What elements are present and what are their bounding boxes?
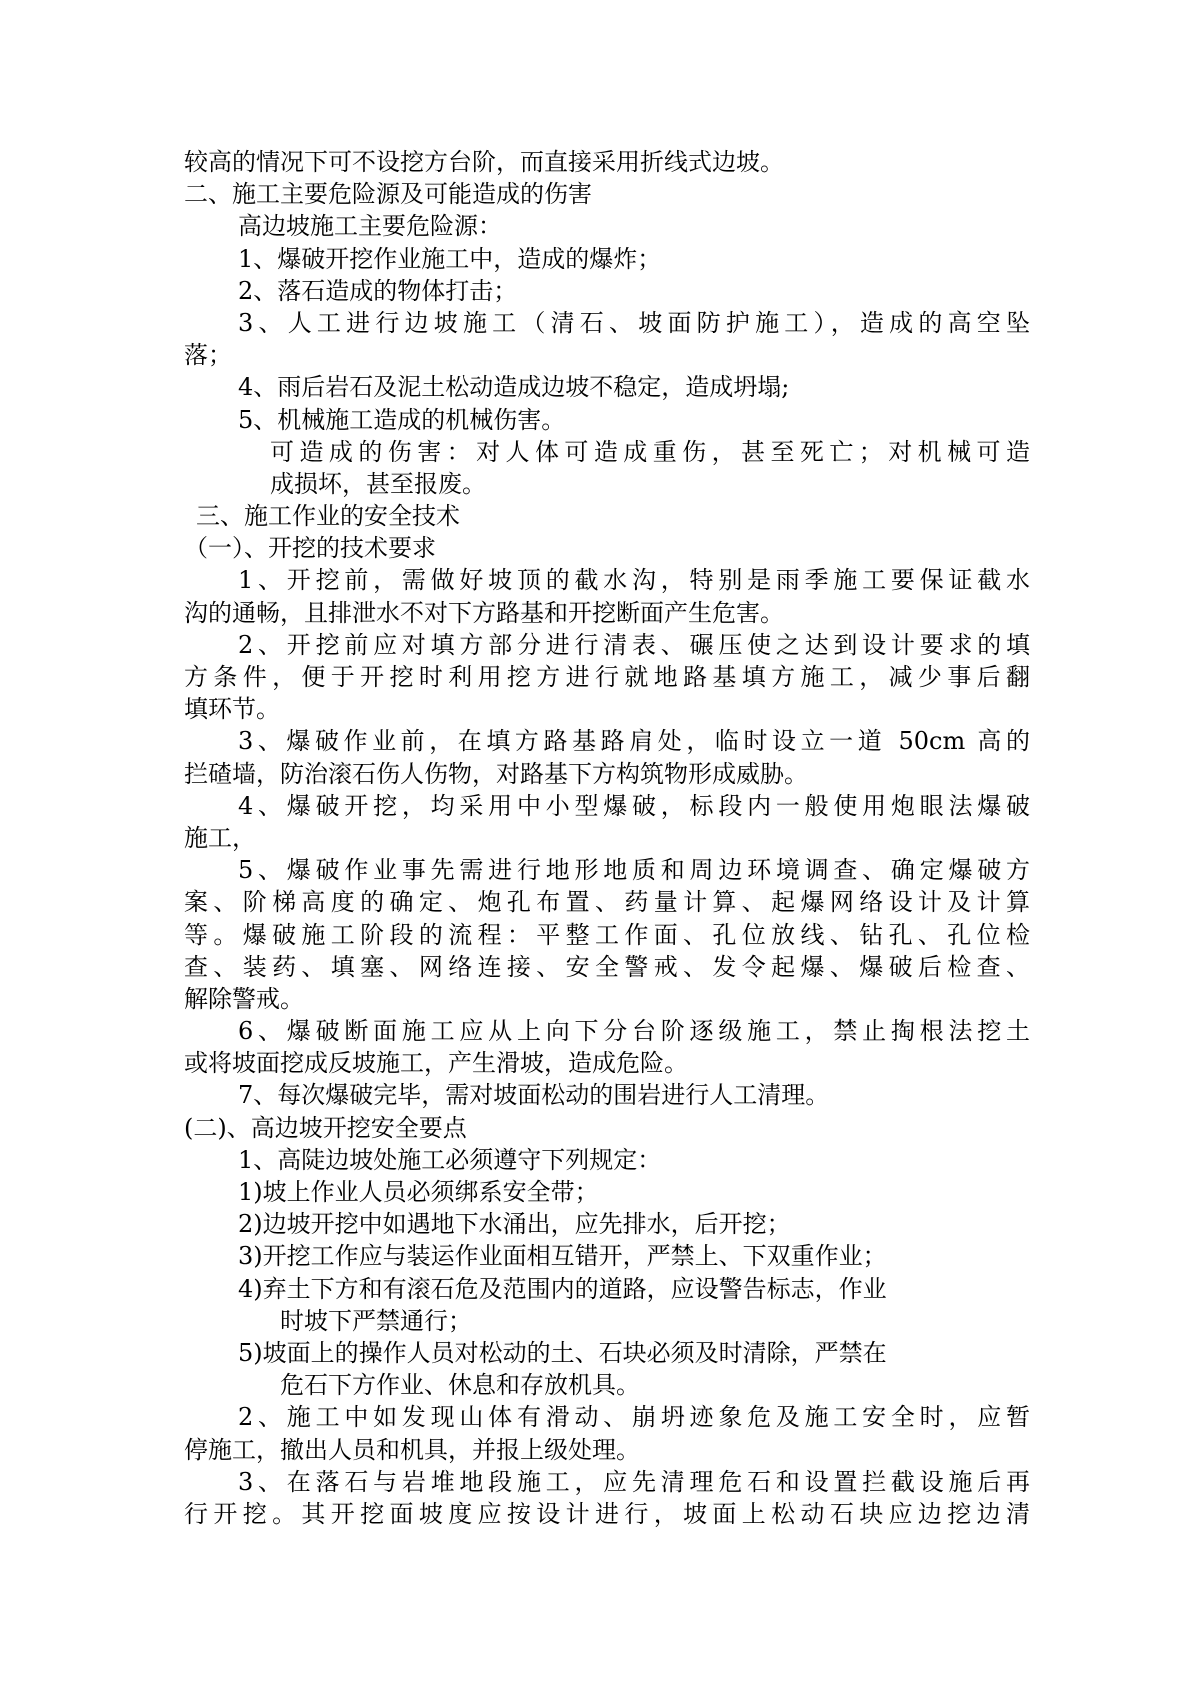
text-line: 案、阶梯高度的确定、炮孔布置、药量计算、起爆网络设计及计算 [184, 888, 1030, 917]
text-line: 较高的情况下可不设挖方台阶，而直接采用折线式边坡。 [184, 148, 784, 176]
text-line: 1、高陡边坡处施工必须遵守下列规定： [238, 1145, 662, 1174]
text-line: 3、在落石与岩堆地段施工，应先清理危石和设置拦截设施后再 [238, 1467, 1030, 1496]
text-line: 拦碴墙，防治滚石伤人伤物，对路基下方构筑物形成威胁。 [184, 759, 808, 788]
text-line: 二、施工主要危险源及可能造成的伤害 [184, 180, 592, 209]
text-line: 2)边坡开挖中如遇地下水涌出，应先排水，后开挖； [238, 1210, 791, 1239]
text-line: （一）、开挖的技术要求 [184, 534, 436, 563]
text-line: 三、施工作业的安全技术 [196, 502, 460, 531]
text-line: 可造成的伤害：对人体可造成重伤，甚至死亡；对机械可造 [270, 437, 1030, 466]
text-line: 高边坡施工主要危险源： [238, 212, 502, 241]
text-line: 沟的通畅，且排泄水不对下方路基和开挖断面产生危害。 [184, 598, 784, 627]
text-line: 5、爆破作业事先需进行地形地质和周边环境调查、确定爆破方 [238, 856, 1030, 885]
text-line: 2、施工中如发现山体有滑动、崩坍迹象危及施工安全时，应暂 [238, 1403, 1030, 1432]
text-line: 落； [184, 341, 232, 370]
text-line: 施工， [184, 823, 256, 852]
document-body [184, 146, 1030, 1530]
text-line: 3、爆破作业前，在填方路基路肩处，临时设立一道 50cm 高的 [238, 727, 1030, 756]
text-line: 1、开挖前，需做好坡顶的截水沟，特别是雨季施工要保证截水 [238, 566, 1030, 595]
text-line: 查、装药、填塞、网络连接、安全警戒、发令起爆、爆破后检查、 [184, 952, 1030, 981]
text-line: 行开挖。其开挖面坡度应按设计进行，坡面上松动石块应边挖边清 [184, 1499, 1030, 1528]
text-line: 方条件，便于开挖时利用挖方进行就地路基填方施工，减少事后翻 [184, 663, 1030, 691]
text-line: 1)坡上作业人员必须绑系安全带； [238, 1178, 599, 1206]
text-line: 等。爆破施工阶段的流程：平整工作面、孔位放线、钻孔、孔位检 [184, 920, 1030, 949]
text-line: 4、雨后岩石及泥土松动造成边坡不稳定，造成坍塌; [238, 373, 790, 402]
text-line: 4、爆破开挖，均采用中小型爆破，标段内一般使用炮眼法爆破 [238, 791, 1030, 820]
text-line: 时坡下严禁通行； [280, 1306, 472, 1335]
text-line: (二)、高边坡开挖安全要点 [184, 1113, 467, 1142]
text-line: 5、机械施工造成的机械伤害。 [238, 405, 566, 434]
text-line: 4)弃土下方和有滚石危及范围内的道路，应设警告标志，作业 [238, 1274, 887, 1303]
text-line: 2、开挖前应对填方部分进行清表、碾压使之达到设计要求的填 [238, 630, 1030, 659]
text-line: 危石下方作业、休息和存放机具。 [280, 1371, 640, 1400]
text-line: 解除警戒。 [184, 984, 304, 1013]
text-line: 3)开挖工作应与装运作业面相互错开，严禁上、下双重作业； [238, 1242, 887, 1271]
text-line: 1、爆破开挖作业施工中，造成的爆炸； [238, 244, 662, 273]
text-line: 停施工，撤出人员和机具，并报上级处理。 [184, 1435, 640, 1464]
text-line: 或将坡面挖成反坡施工，产生滑坡，造成危险。 [184, 1049, 688, 1078]
text-line: 7、每次爆破完毕，需对坡面松动的围岩进行人工清理。 [238, 1081, 830, 1110]
text-line: 5)坡面上的操作人员对松动的土、石块必须及时清除，严禁在 [238, 1338, 887, 1367]
text-line: 3、人工进行边坡施工（清石、坡面防护施工），造成的高空坠 [238, 308, 1030, 337]
text-line: 2、落石造成的物体打击； [238, 276, 518, 305]
text-line: 成损坏，甚至报废。 [270, 469, 486, 498]
text-line: 6、爆破断面施工应从上向下分台阶逐级施工，禁止掏根法挖土 [238, 1017, 1030, 1046]
text-line: 填环节。 [184, 695, 280, 724]
